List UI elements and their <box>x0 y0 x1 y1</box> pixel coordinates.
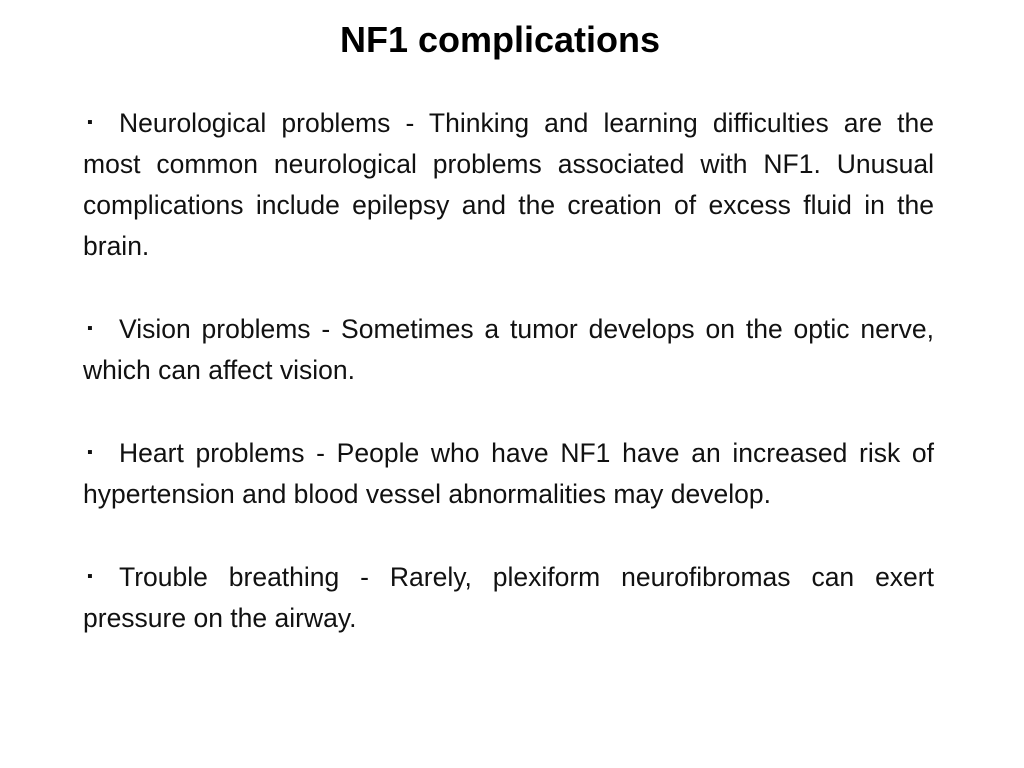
bullet-item-breathing <box>83 556 934 639</box>
square-bullet-icon: ▪ <box>87 444 93 461</box>
bullet-text: Neurological problems - Thinking and learning difficulties are the most common neurological problems associated with NF1. Unusual complications include epilepsy and the creation of excess fluid in the brain. <box>83 108 934 261</box>
square-bullet-icon: ▪ <box>87 114 93 131</box>
square-bullet-icon: ▪ <box>87 320 93 337</box>
bullet-text: Heart problems - People who have NF1 have an increased risk of hypertension and blood vessel abnormalities may develop. <box>83 438 934 509</box>
bullet-item-vision <box>83 308 934 391</box>
bullet-text: Trouble breathing - Rarely, plexiform neurofibromas can exert pressure on the airway. <box>83 562 934 633</box>
slide-title: NF1 complications <box>339 19 661 60</box>
bullet-list <box>83 102 934 680</box>
square-bullet-icon: ▪ <box>87 568 93 585</box>
bullet-text: Vision problems - Sometimes a tumor develops on the optic nerve, which can affect vision. <box>83 314 934 385</box>
bullet-item-neurological <box>83 102 934 267</box>
bullet-item-heart <box>83 432 934 515</box>
